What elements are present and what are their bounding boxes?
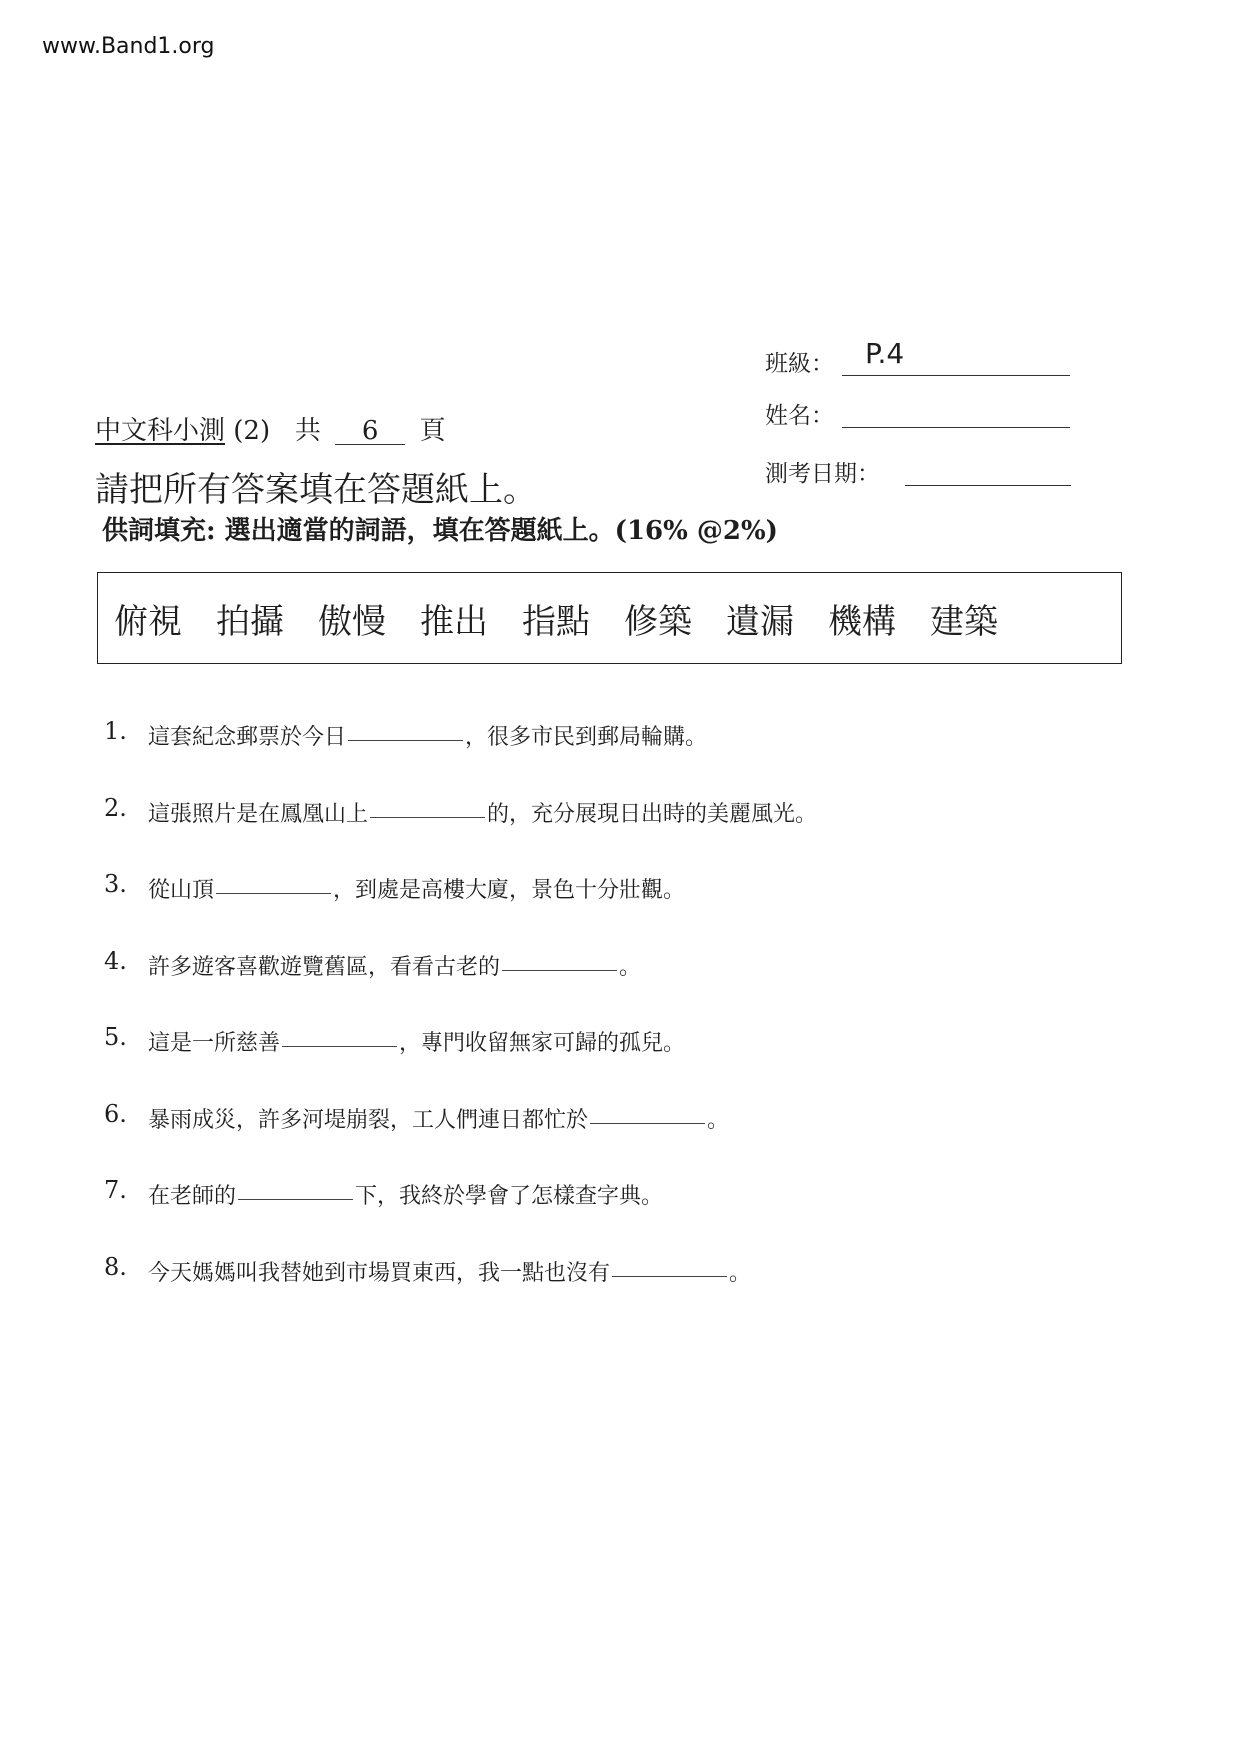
- pages-suffix: 頁: [419, 416, 446, 446]
- question-text-before: 許多遊客喜歡遊覽舊區，看看古老的: [148, 954, 501, 980]
- total-prefix: 共: [294, 416, 321, 446]
- question-text-before: 這張照片是在鳳凰山上: [148, 801, 369, 827]
- question-text-before: 從山頂: [148, 878, 215, 903]
- question-number: 2.: [104, 793, 127, 822]
- question-text-after: 。: [619, 954, 642, 980]
- question-text-before: 在老師的: [148, 1184, 237, 1209]
- question-text-after: ，很多市民到郵局輪購。: [465, 725, 708, 750]
- question-number: 4.: [104, 946, 127, 975]
- question-item: [104, 1023, 817, 1103]
- subject-line: [95, 410, 445, 447]
- answer-blank: [612, 1256, 727, 1277]
- answer-blank: [216, 873, 331, 894]
- question-text-before: 這是一所慈善: [148, 1031, 281, 1056]
- word-bank-item: 拍攝: [216, 601, 284, 642]
- question-number: 5.: [104, 1023, 127, 1051]
- page-count: 6: [335, 418, 405, 445]
- question-text-after: 的，充分展現日出時的美麗風光。: [487, 801, 818, 827]
- question-item: [104, 793, 818, 874]
- answer-blank: [590, 1103, 705, 1124]
- question-item: [104, 1099, 817, 1180]
- question-text-after: ，到處是高樓大廈，景色十分壯觀。: [333, 878, 686, 903]
- site-url[interactable]: www.Band1.org: [42, 34, 215, 59]
- question-list: [104, 717, 818, 1332]
- word-bank-item: 俯視: [114, 601, 182, 642]
- question-item: [104, 717, 817, 797]
- answer-blank: [370, 797, 485, 818]
- subject-name: 中文科小測: [95, 416, 226, 446]
- question-text-after: 下，我終於學會了怎樣查字典。: [355, 1184, 664, 1209]
- word-bank-item: 建築: [930, 601, 998, 642]
- question-item: [104, 870, 817, 950]
- question-number: 8.: [104, 1252, 127, 1281]
- answer-blank: [348, 720, 463, 741]
- answer-blank: [238, 1179, 353, 1200]
- question-text-before: 今天媽媽叫我替她到市場買東西，我一點也沒有: [148, 1260, 611, 1286]
- word-bank-item: 指點: [522, 601, 590, 642]
- question-text-before: 這套紀念郵票於今日: [148, 725, 347, 750]
- word-bank-item: 遺漏: [726, 601, 794, 642]
- question-number: 7.: [104, 1176, 127, 1204]
- quiz-number: (2): [233, 416, 271, 446]
- answer-blank: [282, 1026, 397, 1047]
- question-number: 1.: [104, 717, 127, 745]
- word-bank-item: 傲慢: [318, 601, 386, 642]
- class-value: P.4: [865, 337, 905, 370]
- word-bank-item: 推出: [420, 601, 488, 642]
- date-label: 測考日期：: [765, 461, 880, 487]
- class-line: [842, 375, 1070, 376]
- main-instruction: 請把所有答案填在答題紙上。: [95, 470, 537, 510]
- question-text-before: 暴雨成災，許多河堤崩裂，工人們連日都忙於: [148, 1107, 589, 1133]
- question-number: 3.: [104, 870, 127, 898]
- sub-instruction: 供詞填充: 選出適當的詞語，填在答題紙上。(16% @2%): [102, 516, 778, 546]
- name-label: 姓名：: [765, 403, 834, 429]
- class-label: 班級：: [765, 351, 834, 377]
- question-text-after: 。: [707, 1107, 730, 1133]
- question-text-after: ，專門收留無家可歸的孤兒。: [399, 1031, 686, 1056]
- date-line: [905, 485, 1071, 486]
- word-bank: [97, 572, 1122, 664]
- question-number: 6.: [104, 1099, 127, 1128]
- question-item: [104, 1176, 817, 1256]
- answer-blank: [502, 950, 617, 971]
- question-item: [104, 1252, 817, 1333]
- name-line: [842, 427, 1070, 428]
- word-bank-item: 修築: [624, 601, 692, 642]
- question-text-after: 。: [729, 1260, 752, 1286]
- question-item: [104, 946, 817, 1027]
- word-bank-item: 機構: [828, 601, 896, 642]
